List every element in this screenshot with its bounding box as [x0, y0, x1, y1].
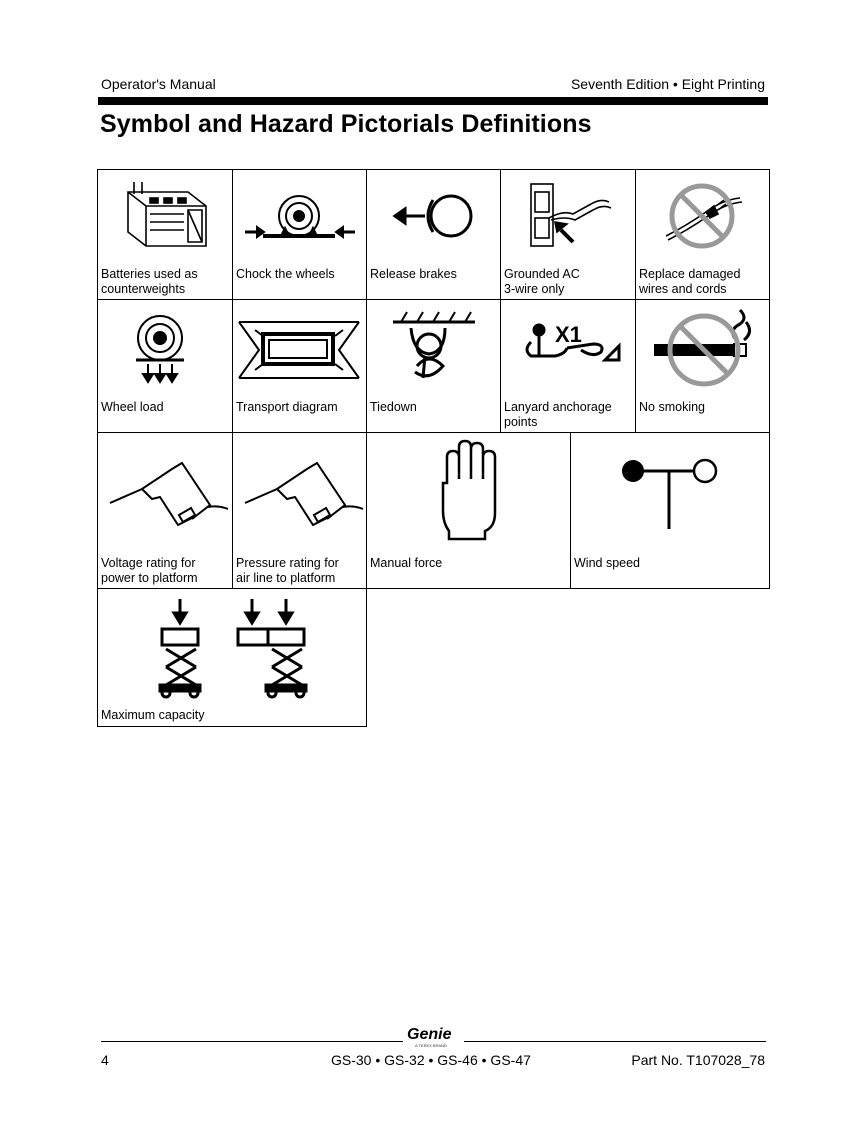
tiedown-icon — [367, 300, 501, 400]
transport-diagram-icon — [233, 300, 367, 400]
symbol-cell — [97, 169, 233, 300]
symbol-cell — [97, 299, 233, 433]
symbol-caption: Lanyard anchorage points — [504, 400, 612, 429]
damaged-cord-icon — [636, 170, 770, 270]
no-smoking-icon — [636, 300, 770, 400]
symbol-cell — [232, 169, 367, 300]
footer-rule-right — [464, 1041, 766, 1042]
manual-force-icon — [367, 433, 571, 553]
footer-part-number: Part No. T107028_78 — [631, 1052, 765, 1068]
symbol-cell — [366, 169, 501, 300]
batteries-icon — [98, 170, 232, 270]
symbol-caption: Tiedown — [370, 400, 417, 414]
symbol-caption: Release brakes — [370, 267, 457, 281]
header-rule — [98, 97, 768, 105]
wheel-load-icon — [98, 300, 232, 400]
symbol-cell — [97, 588, 367, 727]
page-title: Symbol and Hazard Pictorials Definitions — [100, 110, 592, 138]
symbol-caption: Voltage rating for power to platform — [101, 556, 198, 585]
symbol-cell — [232, 432, 367, 589]
symbol-cell — [366, 432, 571, 589]
symbol-caption: Wind speed — [574, 556, 641, 570]
header-edition: Seventh Edition • Eight Printing — [570, 76, 765, 92]
symbol-cell — [500, 169, 636, 300]
symbol-cell — [97, 432, 233, 589]
symbol-caption: Replace damaged wires and cords — [639, 267, 741, 296]
symbol-cell — [570, 432, 770, 589]
page-number: 4 — [101, 1052, 109, 1068]
footer-rule-left — [101, 1041, 403, 1042]
symbol-cell — [635, 299, 770, 433]
genie-logo-subtitle: A TEREX BRAND — [415, 1043, 447, 1048]
symbol-caption: Pressure rating for air line to platform — [236, 556, 339, 585]
symbol-caption: Manual force — [370, 556, 443, 570]
symbol-cell — [366, 299, 501, 433]
symbol-caption: Wheel load — [101, 400, 164, 414]
wind-speed-icon — [571, 433, 769, 553]
symbol-caption: Transport diagram — [236, 400, 338, 414]
release-brakes-icon — [367, 170, 501, 270]
symbol-caption: Batteries used as counterweights — [101, 267, 198, 296]
symbol-cell — [232, 299, 367, 433]
symbol-cell — [500, 299, 636, 433]
header-manual-title: Operator's Manual — [101, 76, 216, 92]
chock-wheels-icon — [233, 170, 367, 270]
pressure-rating-icon — [233, 433, 367, 553]
symbol-caption: No smoking — [639, 400, 705, 414]
symbol-caption: Maximum capacity — [101, 708, 205, 722]
genie-logo: Genie — [407, 1026, 452, 1043]
symbol-cell — [635, 169, 770, 300]
voltage-rating-icon — [98, 433, 232, 553]
footer-models: GS-30 • GS-32 • GS-46 • GS-47 — [331, 1052, 531, 1068]
maximum-capacity-icon — [98, 589, 366, 699]
lanyard-label: X1 — [555, 322, 582, 347]
lanyard-anchorage-icon — [501, 300, 635, 400]
grounded-outlet-icon — [501, 170, 635, 270]
symbol-caption: Grounded AC 3-wire only — [504, 267, 580, 296]
symbol-caption: Chock the wheels — [236, 267, 335, 281]
